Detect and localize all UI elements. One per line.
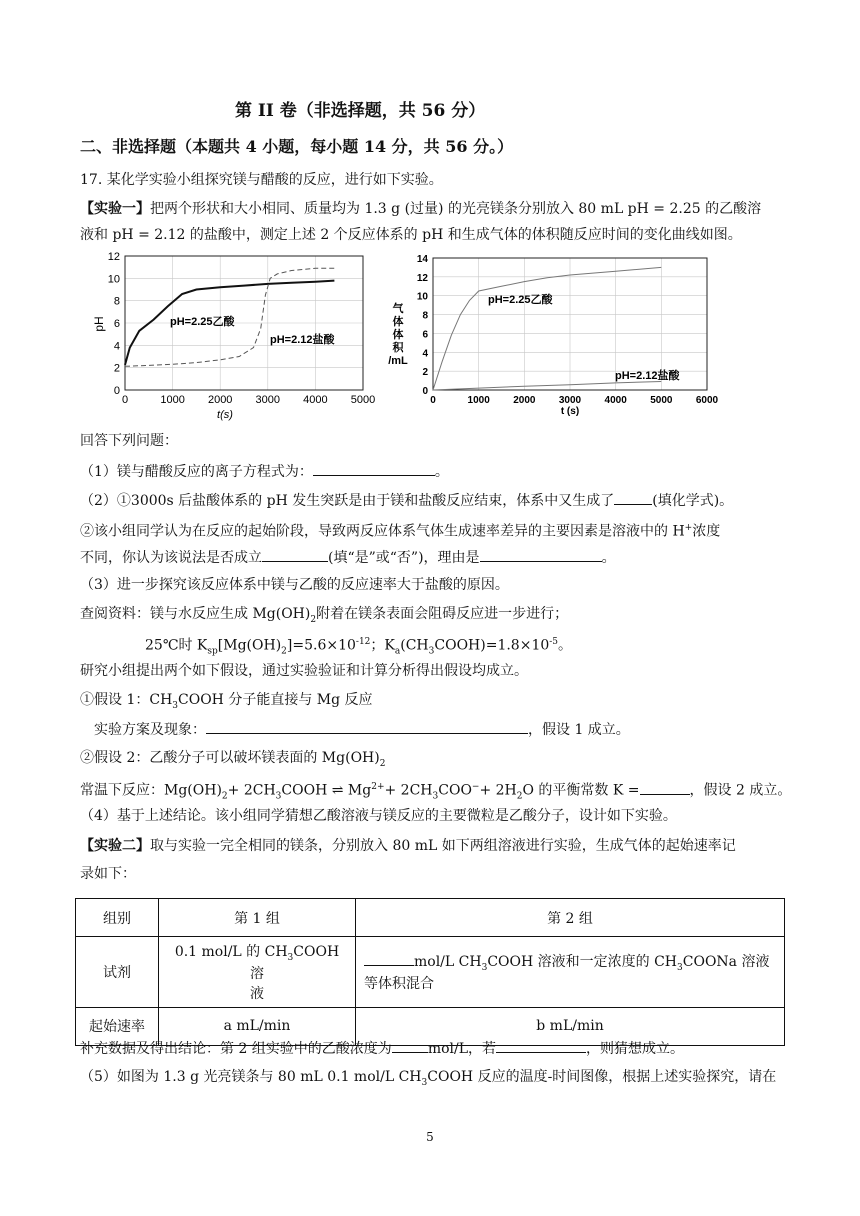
subscript: 2 bbox=[281, 646, 287, 657]
table-cell bbox=[356, 937, 785, 1008]
x-tick-label: 4000 bbox=[303, 394, 328, 406]
experiment-1-line-2: 液和 pH = 2.12 的盐酸中，测定上述 2 个反应体系的 pH 和生成气体的体积随反应时间的变化曲线如图。 bbox=[80, 227, 742, 243]
ka-text: (CH bbox=[400, 637, 429, 654]
superscript: -5 bbox=[549, 637, 559, 647]
ksp-value: ]=5.6×10 bbox=[286, 637, 356, 654]
table-cell: 起始速率 bbox=[76, 1007, 159, 1045]
y-axis-label: pH bbox=[92, 316, 106, 332]
plan-label: 实验方案及现象： bbox=[94, 722, 206, 738]
x-tick-label: 0 bbox=[121, 394, 129, 406]
reference-text-1: 查阅资料：镁与水反应生成 Mg(OH) bbox=[80, 606, 311, 622]
subscript: 2 bbox=[379, 758, 386, 769]
x-tick-label: 1000 bbox=[467, 395, 490, 406]
subscript: a bbox=[394, 646, 401, 657]
question-2c bbox=[80, 547, 616, 568]
y-tick-label: 0 bbox=[113, 385, 120, 397]
question-4: （4）基于上述结论。该小组同学猜想乙酸溶液与镁反应的主要微粒是乙酸分子，设计如下实验。 bbox=[80, 808, 677, 824]
superscript: 2+ bbox=[371, 782, 385, 792]
table-header-cell: 第 2 组 bbox=[356, 899, 785, 937]
cell-text: 等体积混合 bbox=[364, 975, 434, 992]
series-label: pH=2.25乙酸 bbox=[488, 294, 553, 306]
experiment-2-line-1 bbox=[80, 836, 736, 856]
experiment-2-table bbox=[75, 898, 785, 1046]
y-tick-label: 6 bbox=[113, 318, 120, 330]
question-2a-text: （2）①3000s 后盐酸体系的 pH 发生突跃是由于镁和盐酸反应结束，体系中又生成了 bbox=[80, 493, 615, 509]
question-2b-text-2: 浓度 bbox=[692, 523, 721, 540]
question-2b-text: ②该小组同学认为在反应的起始阶段，导致两反应体系气体生成速率差异的主要因素是溶液中的 H bbox=[80, 523, 685, 540]
hypothesis-2 bbox=[80, 748, 385, 774]
y-tick-label: 14 bbox=[416, 254, 428, 265]
subscript: 3 bbox=[481, 962, 488, 973]
experiment-2-text-1: 取与实验一完全相同的镁条，分别放入 80 mL 如下两组溶液进行实验，生成气体的起始速率记 bbox=[150, 838, 736, 854]
subscript: 3 bbox=[432, 791, 439, 802]
subscript: 3 bbox=[421, 1077, 428, 1088]
x-tick-label: 3000 bbox=[255, 394, 281, 406]
table-row bbox=[76, 937, 785, 1008]
answer-blank-acid-conc[interactable] bbox=[392, 1038, 428, 1053]
superscript: + bbox=[684, 523, 693, 533]
x-tick-label: 2000 bbox=[513, 395, 536, 406]
constants-line bbox=[145, 632, 572, 661]
equation-text: COOH ⇌ Mg bbox=[281, 782, 372, 799]
supplement-text-3: ，则猜想成立。 bbox=[586, 1041, 685, 1057]
y-tick-label: 2 bbox=[422, 367, 428, 379]
series-line bbox=[433, 382, 661, 391]
answer-blank-2c-2[interactable] bbox=[480, 547, 602, 562]
subscript: 3 bbox=[428, 646, 435, 657]
subscript: 2 bbox=[221, 791, 228, 802]
page-number: 5 bbox=[426, 1130, 434, 1144]
answer-blank-plan[interactable] bbox=[206, 719, 528, 734]
question-3: （3）进一步探究该反应体系中镁与乙酸的反应速率大于盐酸的原因。 bbox=[80, 577, 509, 593]
cell-text: COOH 溶 bbox=[250, 944, 340, 982]
equation-text: + 2H bbox=[479, 782, 517, 799]
table-header-cell: 组别 bbox=[76, 899, 159, 937]
series-label: pH=2.25乙酸 bbox=[170, 316, 235, 328]
superscript: − bbox=[471, 782, 480, 792]
table-header-cell: 第 1 组 bbox=[159, 899, 356, 937]
series-label: pH=2.12盐酸 bbox=[270, 334, 335, 346]
y-tick-label: 8 bbox=[422, 310, 428, 322]
x-tick-label: 3000 bbox=[558, 395, 582, 406]
question-2a-end: (填化学式)。 bbox=[652, 493, 734, 509]
series-label: pH=2.12盐酸 bbox=[615, 370, 680, 382]
part-title: 二、非选择题（本题共 4 小题，每小题 14 分，共 56 分。） bbox=[80, 137, 514, 156]
equilibrium-equation bbox=[80, 777, 791, 806]
y-tick-label: 10 bbox=[107, 273, 120, 286]
subscript: 3 bbox=[172, 700, 179, 711]
equation-text: O 的平衡常数 K = bbox=[522, 782, 640, 799]
hypothesis-1 bbox=[80, 690, 373, 716]
x-tick-label: 4000 bbox=[604, 395, 627, 406]
experiment-1-tag: 【实验一】 bbox=[80, 201, 150, 217]
y-tick-label: 2 bbox=[113, 362, 120, 375]
y-tick-label: 10 bbox=[416, 291, 428, 303]
experiment-2-line-2: 录如下： bbox=[80, 866, 136, 882]
hypothesis-1-text-2: COOH 分子能直接与 Mg 反应 bbox=[178, 692, 373, 708]
answer-blank-condition[interactable] bbox=[496, 1038, 586, 1053]
y-tick-label: 12 bbox=[416, 272, 428, 284]
x-tick-label: 1000 bbox=[160, 394, 185, 406]
section-title: 第 II 卷（非选择题，共 56 分） bbox=[235, 101, 486, 121]
ka-label: ；K bbox=[370, 637, 395, 654]
subscript: 3 bbox=[677, 962, 683, 973]
question-2c-text-2: (填“是”或“否”)，理由是 bbox=[328, 550, 480, 566]
supplement-line bbox=[80, 1038, 684, 1059]
x-tick-label: 5000 bbox=[650, 395, 673, 406]
experiment-2-tag: 【实验二】 bbox=[80, 838, 150, 854]
x-axis-label: t (s) bbox=[560, 406, 580, 417]
subscript: 2 bbox=[516, 791, 523, 802]
answer-blank-k[interactable] bbox=[640, 780, 690, 795]
supplement-text-1: 补充数据及得出结论：第 2 组实验中的乙酸浓度为 bbox=[80, 1041, 392, 1057]
table-cell bbox=[159, 937, 356, 1008]
table-cell: b mL/min bbox=[356, 1007, 785, 1045]
table-cell: a mL/min bbox=[159, 1007, 356, 1045]
experiment-1-text-1: 把两个形状和大小相同、质量均为 1.3 g (过量) 的光亮镁条分别放入 80 mL pH = 2.25 的乙酸溶 bbox=[150, 201, 762, 217]
question-1-end: 。 bbox=[434, 464, 449, 480]
ksp-text: [Mg(OH) bbox=[217, 637, 282, 654]
y-axis-label: 气体体积/mL bbox=[388, 303, 408, 367]
x-tick-label: 0 bbox=[430, 395, 436, 406]
equation-text: + 2CH bbox=[227, 782, 276, 799]
question-5-text: （5）如图为 1.3 g 光亮镁条与 80 mL 0.1 mol/L CH bbox=[80, 1069, 422, 1085]
answer-blank-2a[interactable] bbox=[614, 490, 652, 505]
x-axis-label: t(s) bbox=[217, 409, 233, 421]
hypothesis-2-text: ②假设 2：乙酸分子可以破坏镁表面的 Mg(OH) bbox=[80, 750, 380, 766]
ka-value: COOH)=1.8×10 bbox=[434, 637, 550, 654]
question-2a bbox=[80, 490, 733, 511]
y-tick-label: 12 bbox=[107, 251, 120, 263]
y-tick-label: 4 bbox=[113, 340, 120, 353]
plan-end: ，假设 1 成立。 bbox=[528, 722, 630, 738]
experiment-plan bbox=[94, 719, 630, 740]
y-tick-label: 4 bbox=[422, 348, 428, 360]
cell-text: COONa 溶液 bbox=[682, 954, 770, 970]
answer-prompt: 回答下列问题： bbox=[80, 433, 178, 449]
subscript: 2 bbox=[310, 614, 317, 625]
question-1 bbox=[80, 461, 449, 482]
question-2b bbox=[80, 518, 720, 542]
y-tick-label: 6 bbox=[422, 329, 428, 341]
question-2c-end: 。 bbox=[601, 550, 616, 566]
table-cell: 试剂 bbox=[76, 937, 159, 1008]
x-tick-label: 2000 bbox=[207, 394, 233, 406]
x-tick-label: 6000 bbox=[695, 395, 719, 406]
question-5-text-2: COOH 反应的温度-时间图像，根据上述实验探究，请在 bbox=[427, 1069, 777, 1085]
research-text: 研究小组提出两个如下假设，通过实验验证和计算分析得出假设均成立。 bbox=[80, 663, 528, 679]
hypothesis-1-text: ①假设 1：CH bbox=[80, 692, 173, 708]
table-header-row bbox=[76, 899, 785, 937]
reference-text-2: 附着在镁条表面会阻碍反应进一步进行； bbox=[316, 606, 569, 622]
question-17-intro: 17. 某化学实验小组探究镁与醋酸的反应，进行如下实验。 bbox=[80, 172, 443, 188]
ksp-label: 25℃时 K bbox=[145, 637, 208, 654]
ka-end: 。 bbox=[558, 637, 573, 654]
ph-time-chart bbox=[85, 250, 385, 425]
subscript: 3 bbox=[275, 791, 282, 802]
question-5 bbox=[80, 1067, 776, 1093]
subscript: sp bbox=[207, 646, 218, 657]
answer-blank-1[interactable] bbox=[313, 461, 435, 476]
superscript: -12 bbox=[355, 637, 371, 647]
cell-text: COOH 溶液和一定浓度的 CH bbox=[487, 954, 678, 970]
equation-text: COO bbox=[438, 782, 472, 799]
equation-end: ，假设 2 成立。 bbox=[689, 782, 792, 799]
equation-text: 常温下反应：Mg(OH) bbox=[80, 782, 222, 799]
equation-text: + 2CH bbox=[384, 782, 433, 799]
x-tick-label: 5000 bbox=[350, 394, 376, 406]
cell-text: mol/L CH bbox=[414, 954, 482, 970]
y-tick-label: 0 bbox=[422, 386, 428, 397]
question-1-text: （1）镁与醋酸反应的离子方程式为： bbox=[80, 464, 313, 480]
answer-blank-2c-1[interactable] bbox=[262, 547, 328, 562]
cell-text: 0.1 mol/L 的 CH bbox=[174, 944, 288, 960]
experiment-1-line-1 bbox=[80, 199, 761, 219]
question-2c-text: 不同，你认为该说法是否成立 bbox=[80, 550, 262, 566]
y-tick-label: 8 bbox=[113, 295, 120, 308]
subscript: 3 bbox=[287, 952, 294, 963]
reference-text bbox=[80, 604, 568, 630]
gas-volume-time-chart bbox=[385, 250, 725, 425]
answer-blank-concentration[interactable] bbox=[364, 951, 414, 966]
supplement-text-2: mol/L，若 bbox=[427, 1041, 497, 1057]
cell-text: 液 bbox=[250, 985, 264, 1002]
